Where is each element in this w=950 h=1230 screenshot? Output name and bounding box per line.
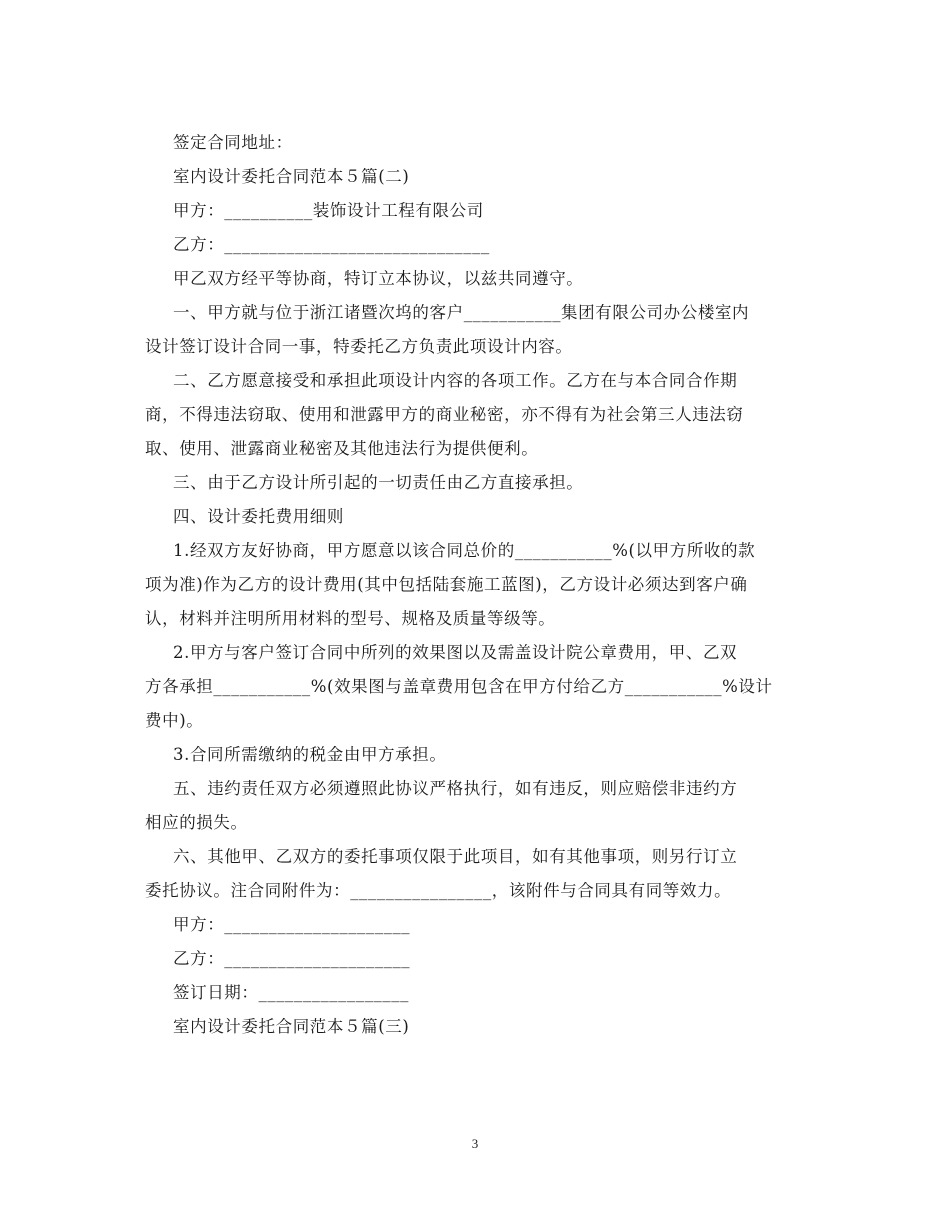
signature-party-a: 甲方：_____________________: [173, 915, 411, 934]
section-heading-2: 室内设计委托合同范本５篇(二): [173, 167, 410, 186]
clause-4-heading: 四、设计委托费用细则: [173, 507, 344, 526]
clause-3-text: 三、由于乙方设计所引起的一切责任由乙方直接承担。: [173, 473, 584, 492]
section-heading-3: 室内设计委托合同范本５篇(三): [173, 1017, 410, 1036]
clause-5-line-1: 五、违约责任双方必须遵照此协议严格执行，如有违反，则应赔偿非违约方: [173, 779, 738, 798]
preamble-text: 甲乙双方经平等协商，特订立本协议，以兹共同遵守。: [173, 269, 584, 288]
clause-4-1-line-1: 1.经双方友好协商，甲方愿意以该合同总价的___________%(以甲方所收的款: [173, 541, 756, 560]
clause-2-line-2: 商，不得违法窃取、使用和泄露甲方的商业秘密，亦不得有为社会第三人违法窃: [145, 405, 744, 424]
clause-4-3-text: 3.合同所需缴纳的税金由甲方承担。: [173, 745, 447, 764]
clause-2-line-3: 取、使用、泄露商业秘密及其他违法行为提供便利。: [145, 439, 539, 458]
clause-1-line-1: 一、甲方就与位于浙江诸暨次坞的客户___________集团有限公司办公楼室内: [173, 303, 750, 322]
party-a-line: 甲方：__________装饰设计工程有限公司: [173, 201, 484, 220]
clause-4-2-line-3: 费中)。: [145, 711, 204, 730]
page-number: 3: [471, 1136, 479, 1151]
clause-4-1-line-3: 认，材料并注明所用材料的型号、规格及质量等级等。: [145, 609, 556, 628]
clause-4-2-line-2: 方各承担___________%(效果图与盖章费用包含在甲方付给乙方___________%设计: [145, 677, 773, 696]
clause-4-1-line-2: 项为准)作为乙方的设计费用(其中包括陆套施工蓝图)，乙方设计必须达到客户确: [145, 575, 748, 594]
clause-4-2-line-1: 2.甲方与客户签订合同中所列的效果图以及需盖设计院公章费用，甲、乙双: [173, 643, 738, 662]
document-body: [145, 126, 813, 1044]
clause-2-line-1: 二、乙方愿意接受和承担此项设计内容的各项工作。乙方在与本合同合作期: [173, 371, 738, 390]
signing-date: 签订日期：_________________: [173, 983, 409, 1002]
signature-party-b: 乙方：_____________________: [173, 949, 411, 968]
contract-address-label: 签定合同地址：: [173, 133, 293, 152]
clause-5-line-2: 相应的损失。: [145, 813, 248, 832]
clause-1-line-2: 设计签订设计合同一事，特委托乙方负责此项设计内容。: [145, 337, 573, 356]
clause-6-line-2: 委托协议。注合同附件为：________________，该附件与合同具有同等效力。: [145, 881, 732, 900]
party-b-line: 乙方：______________________________: [173, 235, 490, 254]
clause-6-line-1: 六、其他甲、乙双方的委托事项仅限于此项目，如有其他事项，则另行订立: [173, 847, 738, 866]
